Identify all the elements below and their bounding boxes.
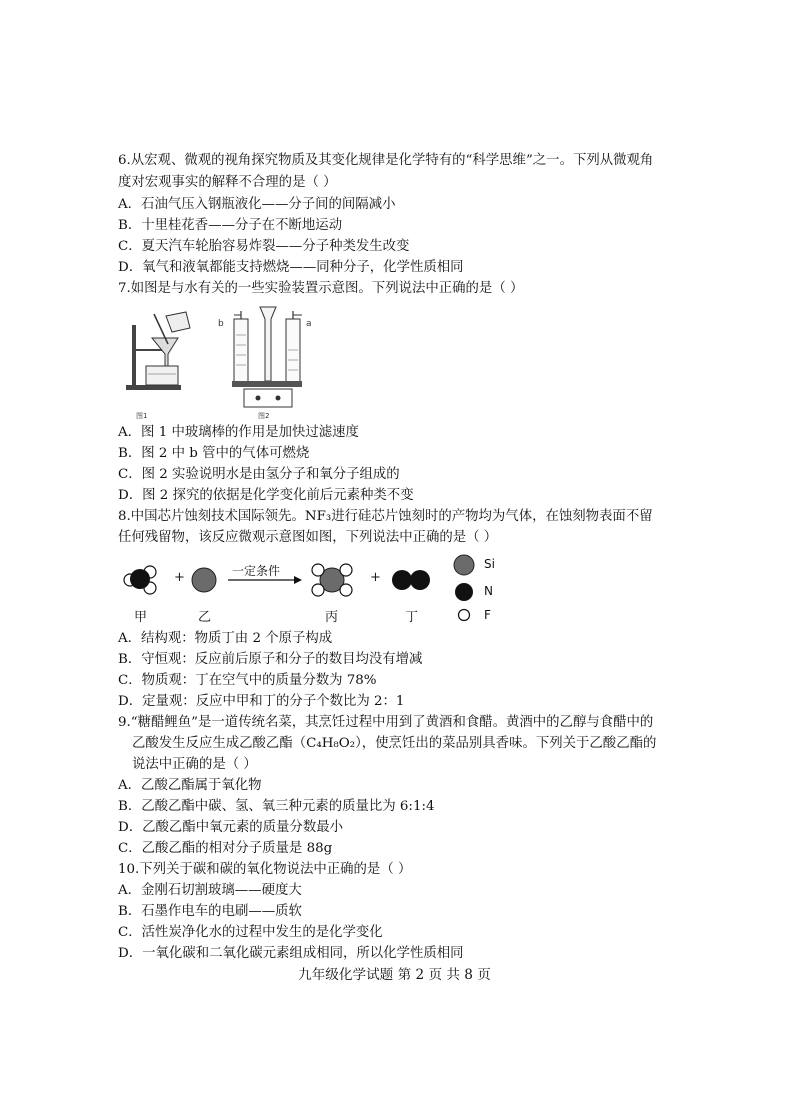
q9-option-b: B．乙酸乙酯中碳、氢、氧三种元素的质量比为 6:1:4	[118, 799, 435, 814]
q7-stem: 7.如图是与水有关的一些实验装置示意图。下列说法中正确的是（ ）	[118, 281, 524, 296]
q8-option-b: B．守恒观：反应前后原子和分子的数目均没有增减	[118, 652, 423, 667]
legend-f-label: F	[484, 608, 491, 622]
q6-option-b: B．十里桂花香——分子在不断地运动	[118, 218, 343, 233]
plus-sign-1: +	[174, 570, 185, 585]
legend-n-label: N	[484, 584, 493, 598]
molecule-jia	[124, 566, 156, 594]
q6-stem-line2: 度对宏观事实的解释不合理的是（ ）	[118, 175, 337, 190]
tube-b-label: b	[218, 319, 224, 329]
figure1-caption: 图1	[136, 412, 148, 420]
q8-option-a: A．结构观：物质丁由 2 个原子构成	[118, 631, 333, 646]
q9-option-c: C．乙酸乙酯的相对分子质量是 88g	[118, 841, 333, 856]
molecule-ding	[392, 570, 430, 590]
q6-option-d: D．氧气和液氧都能支持燃烧——同种分子，化学性质相同	[118, 260, 464, 275]
filtration-apparatus-icon	[124, 310, 204, 420]
page-footer: 九年级化学试题 第 2 页 共 8 页	[298, 967, 491, 983]
q6-option-a: A．石油气压入钢瓶液化——分子间的间隔减小	[118, 197, 396, 212]
label-jia: 甲	[134, 610, 148, 625]
q9-stem-line2: 乙酸发生反应生成乙酸乙酯（C₄H₈O₂），使烹饪出的菜品别具香味。下列关于乙酸乙酯的	[132, 736, 657, 751]
q9-stem-line3: 说法中正确的是（ ）	[132, 757, 257, 772]
q10-stem: 10.下列关于碳和碳的氧化物说法中正确的是（ ）	[118, 862, 412, 877]
figure2-caption: 图2	[258, 412, 270, 420]
q7-option-d: D．图 2 探究的依据是化学变化前后元素种类不变	[118, 488, 414, 503]
q10-option-b: B．石墨作电车的电刷——质软	[118, 904, 302, 919]
q10-option-d: D．一氧化碳和二氧化碳元素组成相同，所以化学性质相同	[118, 946, 464, 961]
legend-si-symbol	[454, 555, 474, 575]
q9-option-a: A．乙酸乙酯属于氧化物	[118, 778, 262, 793]
legend-si-label: Si	[484, 557, 495, 571]
label-yi: 乙	[198, 610, 212, 625]
q7-option-c: C．图 2 实验说明水是由氢分子和氧分子组成的	[118, 467, 400, 482]
plus-sign-2: +	[370, 570, 381, 585]
q9-option-d: D．乙酸乙酯中氧元素的质量分数最小	[118, 820, 343, 835]
q6-stem-line1: 6.从宏观、微观的视角探究物质及其变化规律是化学特有的“科学思维”之一。下列从微观角	[118, 153, 654, 168]
q7-option-b: B．图 2 中 b 管中的气体可燃烧	[118, 446, 310, 461]
q10-option-a: A．金刚石切割玻璃——硬度大	[118, 883, 302, 898]
tube-a-label: a	[306, 319, 312, 329]
q8-reaction-diagram	[118, 552, 518, 632]
electrolysis-apparatus-icon	[218, 305, 318, 420]
legend-f-symbol	[455, 606, 475, 626]
q7-figure2-electrolysis	[218, 305, 318, 420]
q8-stem-line1: 8.中国芯片蚀刻技术国际领先。NF₃进行硅芯片蚀刻时的产物均为气体，在蚀刻物表面不留	[118, 509, 653, 524]
q8-stem-line2: 任何残留物，该反应微观示意图如图，下列说法中正确的是（ ）	[118, 530, 498, 545]
label-bing: 丙	[325, 610, 339, 625]
legend-n-symbol	[455, 583, 473, 601]
molecule-bing	[312, 564, 352, 596]
reaction-condition: 一定条件	[232, 564, 281, 578]
q10-option-c: C．活性炭净化水的过程中发生的是化学变化	[118, 925, 383, 940]
q7-option-a: A．图 1 中玻璃棒的作用是加快过滤速度	[118, 425, 359, 440]
q8-option-c: C．物质观：丁在空气中的质量分数为 78%	[118, 673, 377, 688]
q7-figure1-filtration	[124, 310, 204, 420]
q9-stem-line1: 9.“糖醋鲤鱼”是一道传统名菜，其烹饪过程中用到了黄酒和食醋。黄酒中的乙醇与食醋中的	[118, 715, 654, 730]
molecule-yi	[192, 568, 216, 592]
label-ding: 丁	[405, 610, 419, 625]
q6-option-c: C．夏天汽车轮胎容易炸裂——分子种类发生改变	[118, 239, 410, 254]
q8-option-d: D．定量观：反应中甲和丁的分子个数比为 2：1	[118, 694, 405, 709]
